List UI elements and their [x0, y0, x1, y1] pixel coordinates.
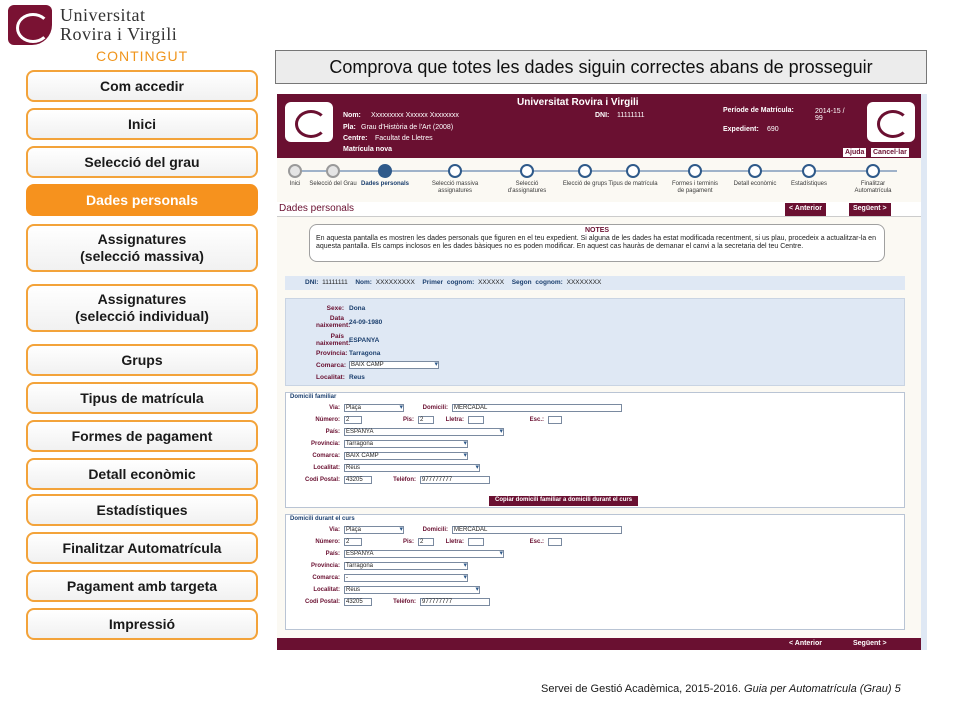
- step-dot: [802, 164, 816, 178]
- urv-logo: [8, 4, 208, 46]
- via-label: Via:: [329, 405, 340, 411]
- expedient-label: Expedient:: [723, 126, 759, 133]
- lletra-label: Lletra:: [445, 417, 464, 423]
- step-label: Tipus de matrícula: [608, 181, 658, 187]
- domicili-curs-title: Domicili durant el curs: [290, 516, 355, 522]
- step-label: Selecció d'assignatures: [507, 181, 547, 194]
- nav-seleccio-grau[interactable]: [26, 146, 258, 178]
- domicili-familiar-title: Domicili familiar: [290, 394, 337, 400]
- nav-label: Com accedir: [99, 77, 185, 94]
- nav-label: Assignatures (selecció massiva): [80, 231, 204, 264]
- app-header: [277, 94, 922, 158]
- nav-label: Grups: [121, 351, 163, 368]
- lletra-label: Lletra:: [445, 539, 464, 545]
- step-label: Selecció del Grau: [309, 181, 357, 187]
- lletra-input[interactable]: [468, 538, 484, 546]
- university-name: [60, 6, 177, 44]
- step-dot: [448, 164, 462, 178]
- dni-value: 11111111: [617, 112, 645, 119]
- pais-naixement-value: ESPANYA: [349, 337, 380, 344]
- nav-tipus-matricula[interactable]: [26, 382, 258, 414]
- escala-label: Esc.:: [529, 417, 544, 423]
- domicili-label: Domicili:: [422, 405, 448, 411]
- step-dot: [520, 164, 534, 178]
- codi-postal-label: Codi Postal:: [304, 599, 340, 605]
- id-dni-value: 11111111: [322, 279, 348, 286]
- comarca-select[interactable]: BAIX CAMP ▾: [349, 361, 439, 369]
- domicili-input[interactable]: MERCADAL: [452, 404, 622, 412]
- comarca-label: Comarca:: [312, 453, 340, 459]
- lletra-input[interactable]: [468, 416, 484, 424]
- notes-title: NOTES: [584, 227, 610, 234]
- dni-label: DNI:: [595, 112, 610, 119]
- ajuda-button[interactable]: Ajuda: [845, 149, 865, 156]
- step-dot: [578, 164, 592, 178]
- domicili-familiar: [285, 392, 905, 508]
- nav-label: Impressió: [108, 615, 176, 632]
- nav-impressio[interactable]: [26, 608, 258, 640]
- telefon-label: Telèfon:: [393, 477, 416, 483]
- nav-inici[interactable]: [26, 108, 258, 140]
- anterior-button-bottom[interactable]: < Anterior: [785, 638, 826, 650]
- matricula-type: Matrícula nova: [343, 146, 393, 153]
- bottom-nav-bar: [277, 638, 922, 650]
- localitat-select[interactable]: Reus ▾: [344, 464, 480, 472]
- app-screenshot: [277, 94, 927, 650]
- pais-select[interactable]: ESPANYA ▾: [344, 428, 504, 436]
- step-dot: [326, 164, 340, 178]
- codi-postal-label: Codi Postal:: [304, 477, 340, 483]
- data-naixement-value: 24-09-1980: [349, 319, 383, 326]
- expedient-value: 690: [767, 126, 779, 133]
- footer-text: Servei de Gestió Acadèmica, 2015-2016.: [541, 683, 741, 695]
- nom-label: Nom:: [343, 112, 361, 119]
- periode-label: Període de Matrícula:: [723, 107, 794, 114]
- pais-label: País:: [325, 551, 340, 557]
- footer-italic: Guia per Automatrícula (Grau) 5: [744, 683, 901, 695]
- nav-finalitzar[interactable]: [26, 532, 258, 564]
- step-dot: [866, 164, 880, 178]
- numero-label: Número:: [315, 539, 340, 545]
- comarca-label: Comarca:: [312, 575, 340, 581]
- step-dot: [378, 164, 392, 178]
- nav-assignatures-massiva[interactable]: [26, 224, 258, 272]
- via-select[interactable]: Plaça ▾: [344, 526, 404, 534]
- nav-label: Formes de pagament: [71, 427, 213, 444]
- escala-input[interactable]: [548, 538, 562, 546]
- progress-steps: [277, 160, 922, 202]
- nav-label: Estadístiques: [96, 501, 188, 518]
- centre-label: Centre:: [343, 135, 368, 142]
- pais-naixement-label: País naixement:: [316, 333, 351, 347]
- section-title: Dades personals: [279, 203, 355, 214]
- provincia-select[interactable]: Tarragona ▾: [344, 562, 468, 570]
- step-label: Elecció de grups: [562, 181, 608, 187]
- app-logo-right: [867, 102, 915, 142]
- escala-label: Esc.:: [529, 539, 544, 545]
- nav-pagament-targeta[interactable]: [26, 570, 258, 602]
- id-nom-label: Nom:: [355, 279, 372, 286]
- step-label: Detall econòmic: [733, 181, 777, 187]
- id-dni-label: DNI:: [305, 279, 319, 286]
- notes-box: [309, 224, 885, 262]
- comarca-label: Comarca:: [316, 362, 346, 369]
- nav-com-accedir[interactable]: [26, 70, 258, 102]
- id-cognom2-label: Segon cognom:: [511, 279, 563, 286]
- step-dot: [288, 164, 302, 178]
- nom-value: Xxxxxxxxx Xxxxxx Xxxxxxxx: [371, 112, 459, 119]
- step-dot: [626, 164, 640, 178]
- pis-input[interactable]: 2: [418, 416, 434, 424]
- telefon-label: Telèfon:: [393, 599, 416, 605]
- numero-input[interactable]: 2: [344, 416, 362, 424]
- sexe-value: Dona: [349, 305, 366, 312]
- numero-input[interactable]: 2: [344, 538, 362, 546]
- step-dot: [688, 164, 702, 178]
- codi-postal-input[interactable]: 43205: [344, 598, 372, 606]
- telefon-input[interactable]: 977777777: [420, 476, 490, 484]
- identity-bar: [285, 276, 905, 290]
- provincia-label: Província:: [310, 563, 340, 569]
- notes-text: En aquesta pantalla es mostren les dades personals que figuren en el teu expedient. Si alguna de les dades ha estat modificada recentment, si us plau, procedeix a actualitzar-la en aquesta pantalla. Els camps inclosos en les dades bàsiques no es poden modificar. En aquest cas hauràs de demanar el canvi a la secretaria del teu Centre.: [316, 235, 876, 250]
- domicili-curs: [285, 514, 905, 630]
- step-label: Dades personals: [360, 181, 410, 187]
- copy-address-button[interactable]: Copiar domicili familiar a domicili durant el curs: [489, 496, 638, 506]
- periode-value: 2014-15 / 99: [815, 108, 845, 122]
- step-label: Estadístiques: [790, 181, 828, 187]
- university-name-line2: Rovira i Virgili: [60, 24, 178, 44]
- nav-label: Finalitzar Automatrícula: [62, 539, 222, 556]
- nav-label: Detall econòmic: [88, 465, 196, 482]
- app-logo-left: [285, 102, 333, 142]
- numero-label: Número:: [315, 417, 340, 423]
- domicili-label: Domicili:: [422, 527, 448, 533]
- provincia-label: Província:: [316, 350, 348, 357]
- app-title: Universitat Rovira i Virgili: [517, 97, 639, 108]
- nav-dades-personals[interactable]: [26, 184, 258, 216]
- pis-label: Pis:: [402, 539, 414, 545]
- codi-postal-input[interactable]: 43205: [344, 476, 372, 484]
- pla-value: Grau d'Història de l'Art (2008): [361, 124, 454, 131]
- localitat-select[interactable]: Reus ▾: [344, 586, 480, 594]
- pais-select[interactable]: ESPANYA ▾: [344, 550, 504, 558]
- university-name-line1: Universitat: [60, 5, 146, 25]
- provincia-value: Tarragona: [349, 350, 381, 357]
- nav-label: Pagament amb targeta: [66, 577, 218, 594]
- comarca-select[interactable]: BAIX CAMP ▾: [344, 452, 468, 460]
- nav-grups[interactable]: [26, 344, 258, 376]
- localitat-label: Localitat:: [316, 374, 345, 381]
- cancel-button[interactable]: Cancel·lar: [873, 149, 907, 156]
- telefon-input[interactable]: 977777777: [420, 598, 490, 606]
- sexe-label: Sexe:: [326, 305, 344, 312]
- step-label: Inici: [289, 181, 301, 187]
- step-label: Finalitzar Automatrícula: [854, 181, 892, 194]
- personal-data-box: [285, 298, 905, 386]
- nav-label: Selecció del grau: [84, 153, 200, 170]
- seguent-button-bottom[interactable]: Següent >: [849, 638, 891, 650]
- nav-label: Dades personals: [85, 191, 199, 208]
- anterior-button[interactable]: < Anterior: [785, 203, 826, 216]
- nav-label: Assignatures (selecció individual): [75, 291, 209, 324]
- nav-formes-pagament[interactable]: [26, 420, 258, 452]
- seguent-button[interactable]: Següent >: [849, 203, 891, 216]
- urv-logo-mark: [8, 5, 52, 45]
- step-label: Selecció massiva assignatures: [431, 181, 479, 194]
- instruction-banner: Comprova que totes les dades siguin correctes abans de prosseguir: [275, 50, 927, 84]
- nav-assignatures-individual[interactable]: [26, 284, 258, 332]
- pis-input[interactable]: 2: [418, 538, 434, 546]
- localitat-value: Reus: [349, 374, 365, 381]
- section-bar: [277, 202, 922, 217]
- provincia-label: Província:: [310, 441, 340, 447]
- localitat-label: Localitat:: [313, 465, 340, 471]
- nav-label: Tipus de matrícula: [80, 389, 204, 406]
- contingut-heading: CONTINGUT: [96, 48, 189, 64]
- pla-label: Pla:: [343, 124, 356, 131]
- via-select[interactable]: Plaça ▾: [344, 404, 404, 412]
- id-cognom1-label: Primer cognom:: [422, 279, 475, 286]
- data-naixement-label: Data naixement:: [316, 315, 351, 329]
- id-cognom2-value: XXXXXXXX: [566, 279, 602, 286]
- pis-label: Pis:: [402, 417, 414, 423]
- domicili-input[interactable]: MERCADAL: [452, 526, 622, 534]
- centre-value: Facultat de Lletres: [375, 135, 433, 142]
- escala-input[interactable]: [548, 416, 562, 424]
- nav-estadistiques[interactable]: [26, 494, 258, 526]
- footer: [541, 683, 901, 695]
- comarca-select[interactable]: - ▾: [344, 574, 468, 582]
- nav-label: Inici: [127, 115, 156, 132]
- pais-label: País:: [325, 429, 340, 435]
- nav-detall-economic[interactable]: [26, 458, 258, 490]
- step-dot: [748, 164, 762, 178]
- localitat-label: Localitat:: [313, 587, 340, 593]
- id-nom-value: XXXXXXXXX: [375, 279, 415, 286]
- id-cognom1-value: XXXXXX: [478, 279, 505, 286]
- via-label: Via:: [329, 527, 340, 533]
- provincia-select[interactable]: Tarragona ▾: [344, 440, 468, 448]
- step-label: Formes i terminis de pagament: [671, 181, 718, 194]
